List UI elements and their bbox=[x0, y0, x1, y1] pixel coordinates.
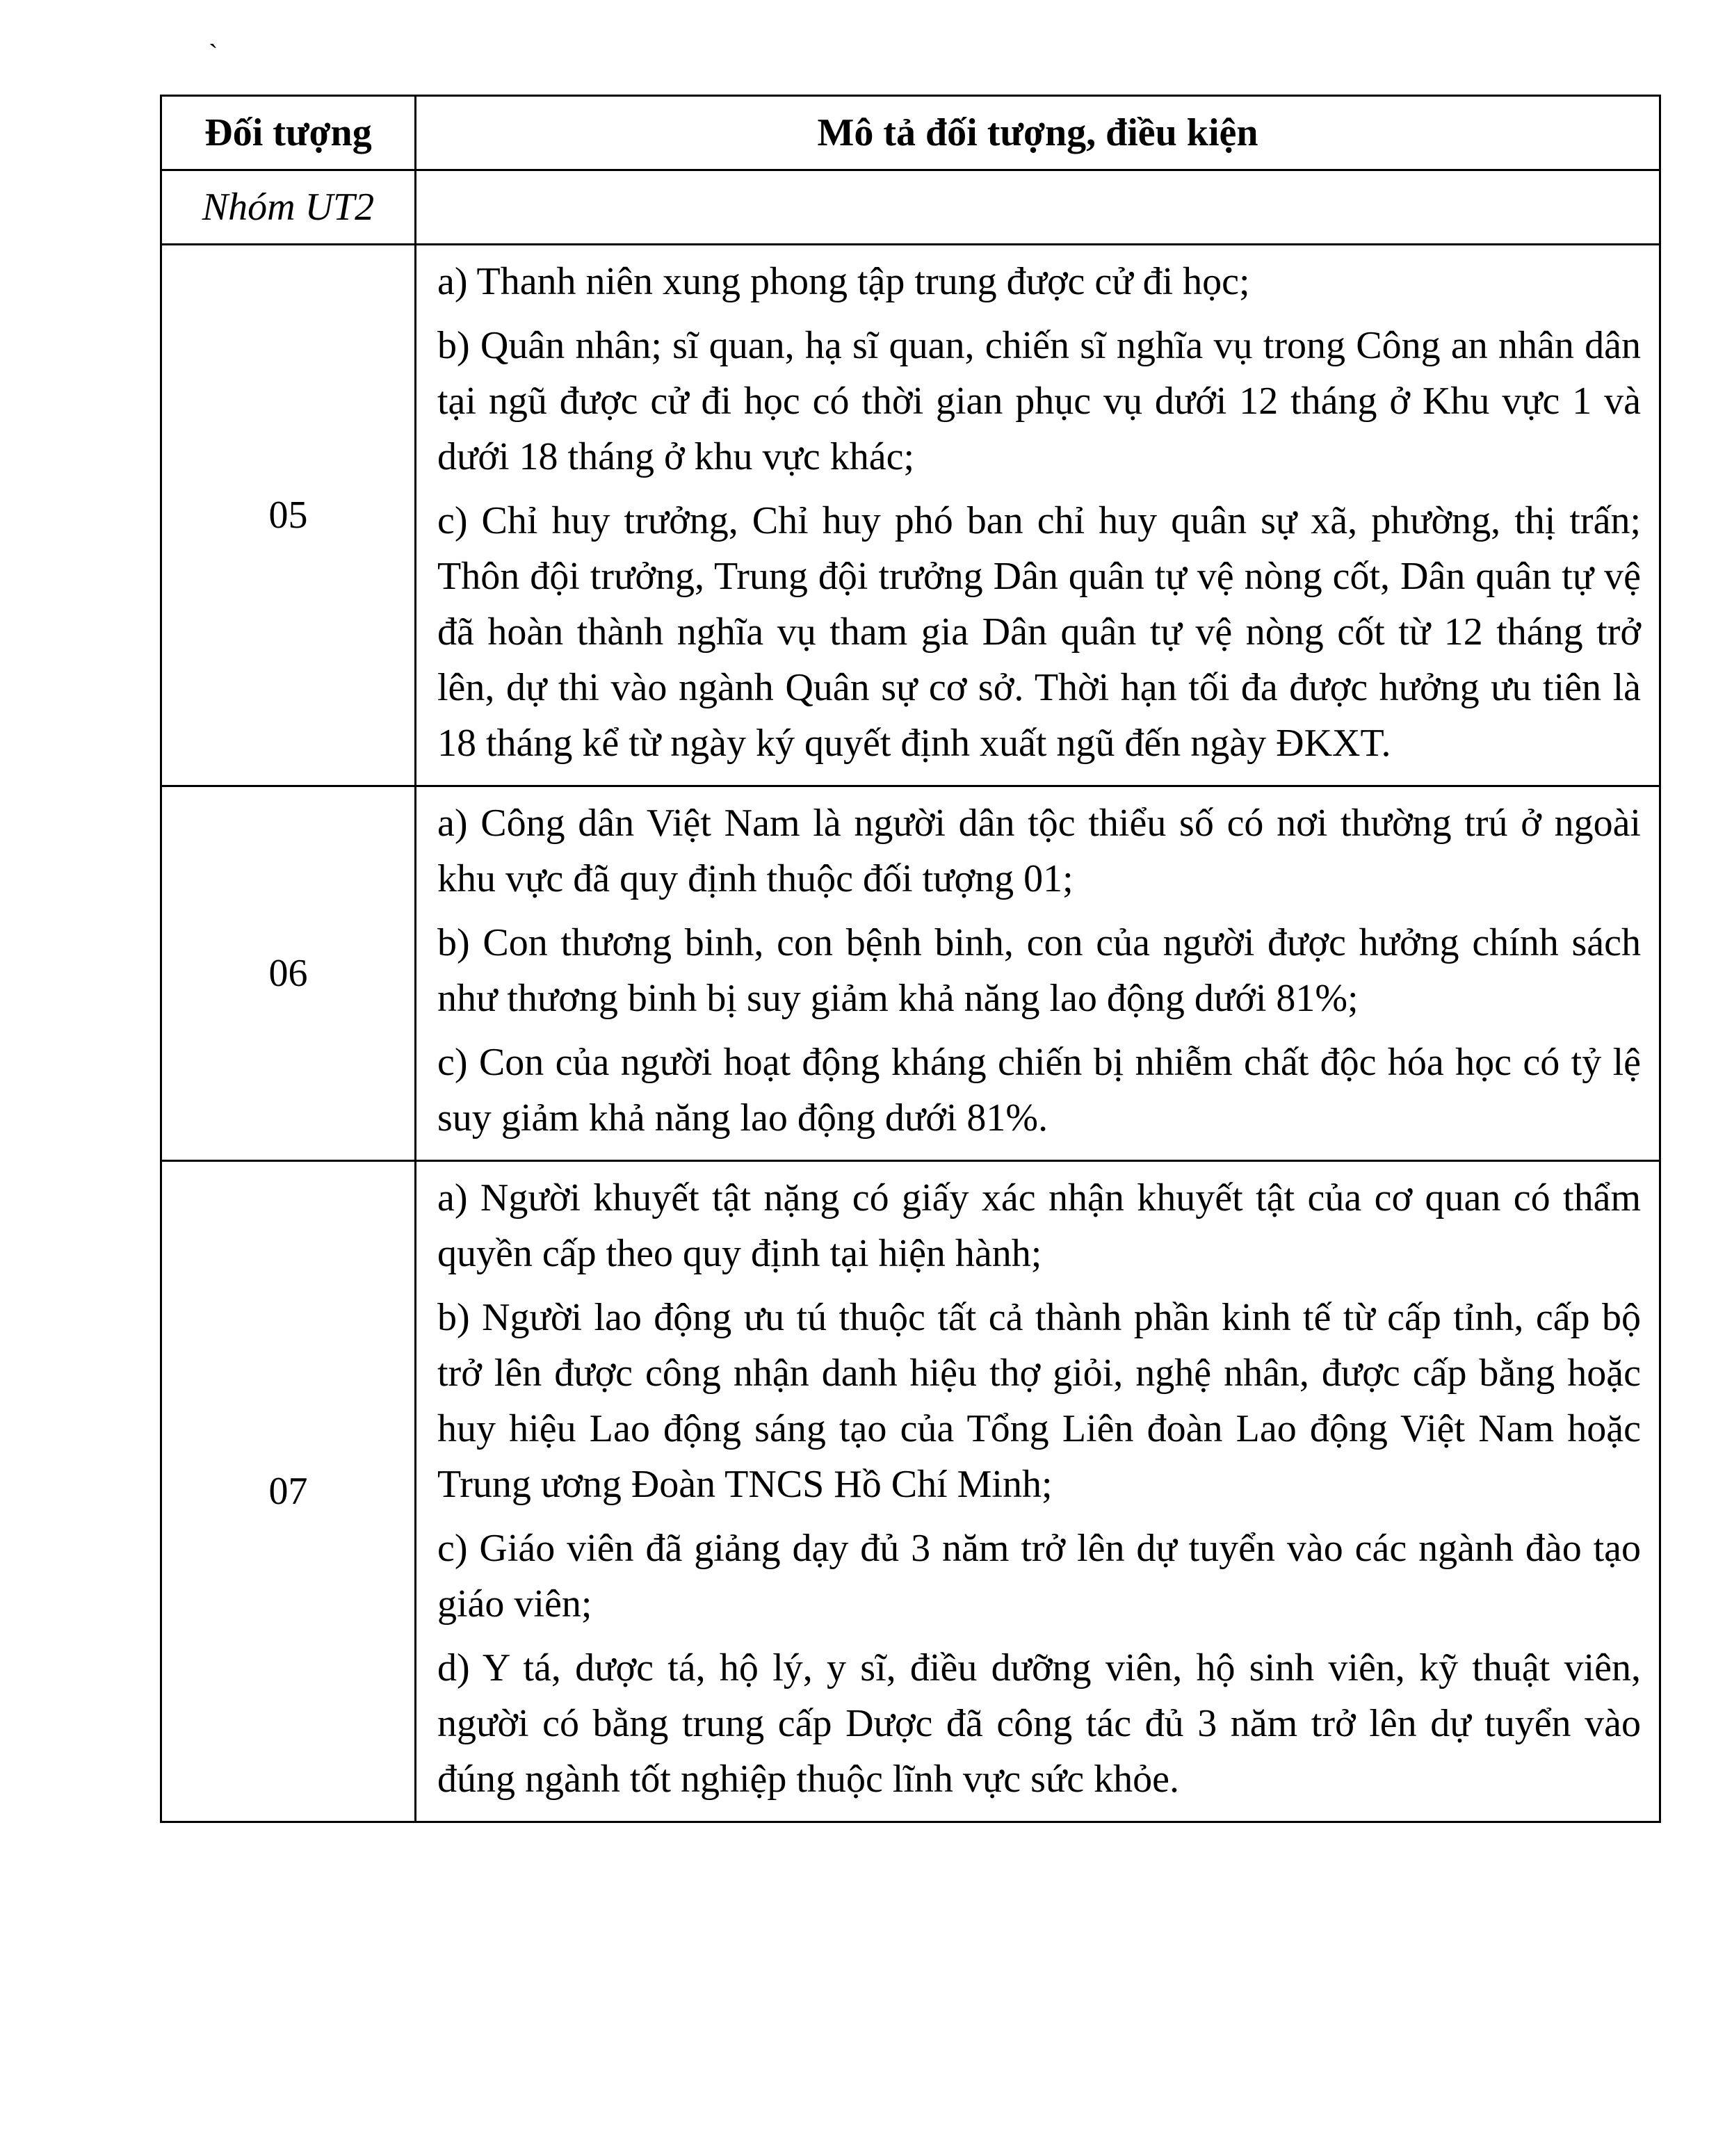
condition-item: c) Giáo viên đã giảng dạy đủ 3 năm trở lên dự tuyển vào các ngành đào tạo giáo viên; bbox=[437, 1527, 1641, 1626]
condition-item: d) Y tá, dược tá, hộ lý, y sĩ, điều dưỡng viên, hộ sinh viên, kỹ thuật viên, người có bằng trung cấp Dược đã công tác đủ 3 năm trở lên dự tuyển vào đúng ngành tốt nghiệp thuộc lĩnh vực sức khỏe. bbox=[437, 1646, 1641, 1801]
object-description bbox=[416, 1161, 1660, 1822]
table-row bbox=[161, 245, 1660, 786]
object-description bbox=[416, 786, 1660, 1161]
object-code: 05 bbox=[161, 245, 416, 786]
header-doi-tuong: Đối tượng bbox=[161, 96, 416, 170]
condition-item: a) Thanh niên xung phong tập trung được cử đi học; bbox=[437, 260, 1250, 303]
header-mo-ta: Mô tả đối tượng, điều kiện bbox=[416, 96, 1660, 170]
table-row bbox=[161, 1161, 1660, 1822]
backtick-mark: ` bbox=[209, 38, 218, 70]
group-label: Nhóm UT2 bbox=[161, 170, 416, 245]
condition-item: c) Con của người hoạt động kháng chiến bị nhiễm chất độc hóa học có tỷ lệ suy giảm khả năng lao động dưới 81%. bbox=[437, 1041, 1641, 1140]
object-code: 07 bbox=[161, 1161, 416, 1822]
object-description bbox=[416, 245, 1660, 786]
header-row bbox=[161, 96, 1660, 170]
condition-item: b) Người lao động ưu tú thuộc tất cả thành phần kinh tế từ cấp tỉnh, cấp bộ trở lên được công nhận danh hiệu thợ giỏi, nghệ nhân, được cấp bằng hoặc huy hiệu Lao động sáng tạo của Tổng Liên đoàn Lao động Việt Nam hoặc Trung ương Đoàn TNCS Hồ Chí Minh; bbox=[437, 1296, 1641, 1506]
table-row bbox=[161, 786, 1660, 1161]
object-code: 06 bbox=[161, 786, 416, 1161]
condition-item: c) Chỉ huy trưởng, Chỉ huy phó ban chỉ huy quân sự xã, phường, thị trấn; Thôn đội trưởng, Trung đội trưởng Dân quân tự vệ nòng cốt, Dân quân tự vệ đã hoàn thành nghĩa vụ tham gia Dân quân tự vệ nòng cốt từ 12 tháng trở lên, dự thi vào ngành Quân sự cơ sở. Thời hạn tối đa được hưởng ưu tiên là 18 tháng kể từ ngày ký quyết định xuất ngũ đến ngày ĐKXT. bbox=[437, 499, 1641, 765]
condition-item: a) Công dân Việt Nam là người dân tộc thiểu số có nơi thường trú ở ngoài khu vực đã quy định thuộc đối tượng 01; bbox=[437, 802, 1641, 900]
group-row bbox=[161, 170, 1660, 245]
group-empty-cell bbox=[416, 170, 1660, 245]
priority-table bbox=[160, 95, 1661, 1823]
condition-item: b) Quân nhân; sĩ quan, hạ sĩ quan, chiến sĩ nghĩa vụ trong Công an nhân dân tại ngũ được cử đi học có thời gian phục vụ dưới 12 tháng ở Khu vực 1 và dưới 18 tháng ở khu vực khác; bbox=[437, 324, 1641, 478]
condition-item: b) Con thương binh, con bệnh binh, con của người được hưởng chính sách như thương binh bị suy giảm khả năng lao động dưới 81%; bbox=[437, 921, 1641, 1020]
condition-item: a) Người khuyết tật nặng có giấy xác nhận khuyết tật của cơ quan có thẩm quyền cấp theo quy định tại hiện hành; bbox=[437, 1176, 1641, 1275]
